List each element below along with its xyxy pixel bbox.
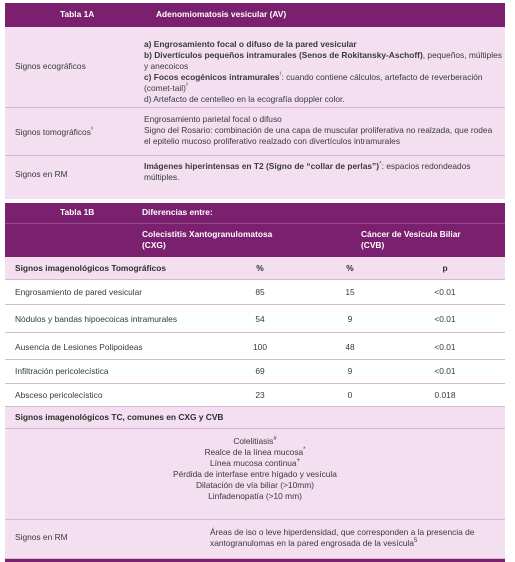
text-normal: : cuando contiene cálculos, artefacto de reverberación <box>281 72 483 83</box>
text-line <box>144 50 504 61</box>
row-label: Infiltración pericolecística <box>15 366 109 376</box>
column-p: p <box>442 263 448 273</box>
cell-cvb: 15 <box>345 287 355 297</box>
text-normal: , pequeños, múltiples <box>422 50 502 61</box>
text-bold: c) Focos ecogénicos intramurales <box>144 72 280 83</box>
row-label: Nódulos y bandas hipoecoicas intramurales <box>15 314 178 324</box>
row-label: Engrosamiento de pared vesicular <box>15 287 143 297</box>
row-signos-tomograficos <box>5 108 505 156</box>
list-item <box>5 458 505 469</box>
section-row-tomograficos <box>5 257 505 280</box>
text-line <box>144 161 504 172</box>
common-signs-content <box>5 429 505 503</box>
row-label: Signos en RM <box>15 169 68 179</box>
list-item-text: Línea mucosa continua <box>209 458 297 469</box>
row-content <box>144 114 504 147</box>
cell-cvb: 48 <box>345 342 355 352</box>
text-line: a) Engrosamiento focal o difuso de la pared vesicular <box>144 39 357 49</box>
cell-cxg: 85 <box>255 287 265 297</box>
footnote-mark: + <box>296 458 301 465</box>
footnote-mark: ⁴ <box>379 161 382 168</box>
table-row <box>5 333 505 360</box>
row-content <box>210 527 505 549</box>
row-label: Ausencia de Lesiones Polipoideas <box>15 342 143 352</box>
section-title: Signos imagenológicos TC, comunes en CXG y CVB <box>15 412 224 422</box>
cell-p: <0.01 <box>434 342 456 352</box>
row-signos-ecograficos <box>5 27 505 108</box>
text-line <box>210 538 505 549</box>
cell-cvb: 0 <box>347 390 353 400</box>
list-item: Linfadenopatía (>10 mm) <box>208 491 302 502</box>
cell-p: <0.01 <box>434 287 456 297</box>
column-header-text: (CXG) <box>142 240 166 251</box>
footnote-mark: ² <box>185 83 188 90</box>
column-unit: % <box>346 263 354 273</box>
cell-cvb: 9 <box>347 314 353 324</box>
text-line: múltiples. <box>144 172 180 183</box>
column-header-cxg <box>142 229 272 251</box>
cell-cxg: 69 <box>255 366 265 376</box>
text-bold: Imágenes hiperintensas en T2 (Signo de “collar de perlas”) <box>144 161 380 171</box>
footnote-mark: * <box>303 447 306 454</box>
row-content <box>144 39 504 106</box>
cell-cxg: 100 <box>253 342 267 352</box>
list-item <box>5 447 505 458</box>
list-item: Dilatación de vía biliar (>10mm) <box>196 480 314 491</box>
table-title: Adenomiomatosis vesicular (AV) <box>156 9 287 19</box>
column-header-cvb <box>361 229 461 251</box>
text-bold: b) Divertículos pequeños intramurales (Senos de Rokitansky-Aschoff) <box>144 50 423 61</box>
text-line <box>144 83 504 94</box>
table-1a-header <box>5 3 505 27</box>
table-title: Diferencias entre: <box>142 207 213 217</box>
cell-cvb: 9 <box>347 366 353 376</box>
column-header-text: Colecistitis Xantogranulomatosa <box>142 229 273 239</box>
cell-p: 0.018 <box>434 390 456 400</box>
table-row <box>5 305 505 333</box>
list-item: Pérdida de interfase entre hígado y vesícula <box>173 469 337 480</box>
row-signos-rm-1b <box>5 520 505 559</box>
table-1a <box>5 3 505 199</box>
cell-p: <0.01 <box>434 314 456 324</box>
table-1b-header <box>5 203 505 223</box>
text-line: y anecoicos <box>144 61 189 72</box>
list-item-text: Colelitiasis <box>233 436 274 446</box>
section-title: Signos imagenológicos Tomográficos <box>15 263 167 273</box>
table-row <box>5 280 505 305</box>
cell-p: <0.01 <box>434 366 456 376</box>
list-item <box>5 436 505 447</box>
row-label-text: Signos tomográficos <box>15 127 91 137</box>
row-signos-rm <box>5 156 505 199</box>
row-label: Signos ecográficos <box>15 61 86 71</box>
text-normal: xantogranulomas en la pared engrosada de la vesícula <box>210 538 414 549</box>
cell-cxg: 54 <box>255 314 265 324</box>
table-1b <box>5 203 505 562</box>
row-label: Absceso pericolecístico <box>15 390 103 400</box>
table-row <box>5 360 505 384</box>
footnote-mark: ¹ <box>279 72 282 79</box>
footnote-mark: 5 <box>413 538 418 545</box>
column-unit: % <box>256 263 264 273</box>
text-normal: (comet-tail) <box>144 83 186 94</box>
table-1b-column-header <box>5 223 505 257</box>
text-line: Engrosamiento parietal focal o difuso <box>144 114 282 124</box>
common-signs-list <box>5 429 505 520</box>
text-line: Signo del Rosario: combinación de una capa de muscular proliferativa no realzada, que rodea <box>144 125 493 136</box>
text-line <box>144 72 504 83</box>
text-line: Áreas de iso o leve hiperdensidad, que corresponden a la presencia de <box>210 527 475 537</box>
list-item-text: Realce de la línea mucosa <box>204 447 304 458</box>
row-label: Signos en RM <box>15 532 68 542</box>
section-row-comunes <box>5 407 505 429</box>
column-header-text: Cáncer de Vesícula Biliar <box>361 229 461 239</box>
text-normal: : espacios redondeados <box>381 161 471 171</box>
table-row <box>5 384 505 407</box>
row-content <box>144 161 504 183</box>
footnote-mark: # <box>273 436 277 443</box>
text-line: d) Artefacto de centelleo en la ecografía doppler color. <box>144 94 345 105</box>
footnote-mark: ³ <box>90 127 93 134</box>
column-header-text: (CVB) <box>361 240 385 251</box>
row-label <box>15 127 93 138</box>
table-label: Tabla 1A <box>60 9 95 19</box>
table-label: Tabla 1B <box>60 207 95 217</box>
cell-cxg: 23 <box>255 390 265 400</box>
text-line: el epitelio mucoso proliferativo realzado con divertículos intramurales <box>144 136 401 147</box>
